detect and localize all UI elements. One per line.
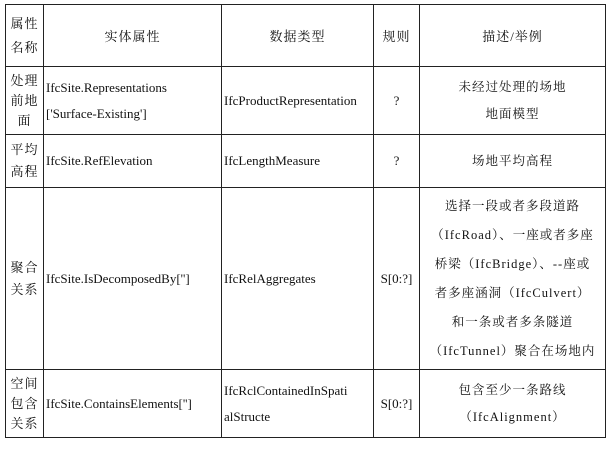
- rule-cell: S[0:?]: [374, 188, 420, 370]
- row-label-line: 面: [17, 112, 32, 128]
- description-cell: [420, 135, 606, 188]
- data-type-line: IfcRelAggregates: [224, 270, 316, 286]
- rule-cell: S[0:?]: [374, 370, 420, 438]
- header-attr-name-line: 名称: [10, 39, 39, 55]
- row-label-line: 关系: [10, 281, 39, 297]
- row-label-line: 前地: [10, 92, 39, 108]
- description-line: 未经过处理的场地: [458, 79, 567, 94]
- row-label-line: 平均: [10, 142, 39, 157]
- entity-attribute-line: ['Surface-Existing']: [46, 105, 147, 121]
- description-line: 和一条或者多条隧道: [451, 314, 574, 329]
- data-type-line: IfcLengthMeasure: [224, 153, 321, 168]
- description-line: （IfcRoad）、一座或者多座: [431, 227, 594, 242]
- data-type-cell: [222, 370, 374, 438]
- row-label-line: 聚合: [10, 259, 39, 275]
- ifc-site-attribute-table: [5, 4, 606, 438]
- data-type-cell: [222, 188, 374, 370]
- entity-attribute-cell: [44, 135, 222, 188]
- row-label-line: 包含: [10, 395, 39, 411]
- data-type-line: IfcRclContainedInSpati: [224, 382, 348, 398]
- entity-attribute-line: IfcSite.RefElevation: [46, 153, 153, 168]
- description-line: （IfcTunnel）聚合在场地内: [429, 343, 596, 358]
- rule-cell: ?: [374, 135, 420, 188]
- row-label: [6, 370, 44, 438]
- table-row: [6, 67, 606, 135]
- description-line: 包含至少一条路线: [458, 382, 567, 397]
- table-header-row: [6, 5, 606, 67]
- header-entity-attr: 实体属性: [44, 5, 222, 67]
- row-label: [6, 67, 44, 135]
- table-row: [6, 370, 606, 438]
- rule-cell: ?: [374, 67, 420, 135]
- row-label: [6, 135, 44, 188]
- description-cell: [420, 188, 606, 370]
- table-row: [6, 188, 606, 370]
- entity-attribute-line: IfcSite.Representations: [46, 79, 167, 95]
- description-line: 选择一段或者多段道路: [444, 198, 580, 213]
- header-rule: 规则: [374, 5, 420, 67]
- header-attr-name: [6, 5, 44, 67]
- row-label: [6, 188, 44, 370]
- entity-attribute-line: IfcSite.ContainsElements['']: [46, 395, 192, 411]
- header-description: 描述/举例: [420, 5, 606, 67]
- description-line: 者多座涵洞（IfcCulvert）: [434, 285, 591, 300]
- row-label-line: 处理: [10, 72, 39, 88]
- row-label-line: 关系: [10, 415, 39, 431]
- entity-attribute-cell: [44, 370, 222, 438]
- header-data-type: 数据类型: [222, 5, 374, 67]
- description-line: 场地平均高程: [471, 153, 553, 168]
- description-cell: [420, 370, 606, 438]
- entity-attribute-cell: [44, 67, 222, 135]
- entity-attribute-cell: [44, 188, 222, 370]
- entity-attribute-line: IfcSite.IsDecomposedBy['']: [46, 270, 190, 286]
- description-line: 地面模型: [485, 106, 540, 121]
- description-line: 桥梁（IfcBridge）、--座或: [434, 256, 591, 271]
- attribute-table-container: [5, 4, 605, 438]
- data-type-cell: [222, 67, 374, 135]
- row-label-line: 空间: [10, 375, 39, 391]
- data-type-cell: [222, 135, 374, 188]
- header-attr-name-line: 属性: [10, 15, 39, 31]
- row-label-line: 高程: [10, 164, 39, 179]
- data-type-line: alStructe: [224, 408, 271, 424]
- description-cell: [420, 67, 606, 135]
- data-type-line: IfcProductRepresentation: [224, 92, 357, 108]
- table-row: [6, 135, 606, 188]
- description-line: （IfcAlignment）: [459, 409, 566, 424]
